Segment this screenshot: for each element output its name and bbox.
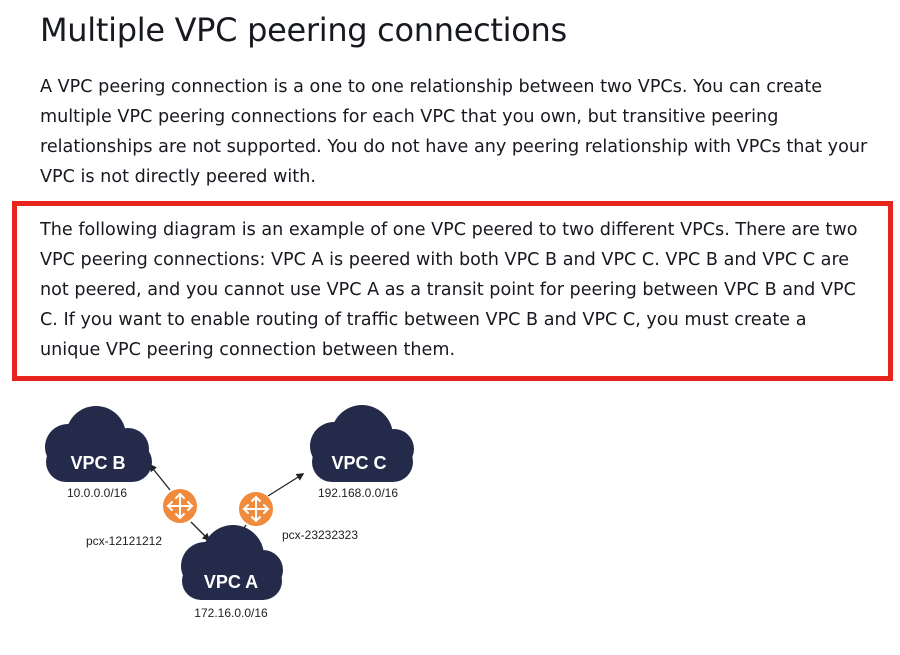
vpc-c-label: VPC C [331,453,387,473]
peering-ab-label: pcx-12121212 [85,534,163,548]
page-title: Multiple VPC peering connections [40,11,567,49]
vpc-b-cidr: 10.0.0.0/16 [66,486,128,500]
connector-c-to-router2 [268,474,303,496]
peering-ac-router-icon [239,492,273,526]
vpc-c-cidr: 192.168.0.0/16 [317,486,399,500]
highlighted-paragraph: The following diagram is an example of one VPC peered to two different VPCs. There are two VPC peering connections: VPC A is peered with both VPC B and VPC C. VPC B and VPC C are not peered, and you cannot use VPC A as a transit point for peering between VPC B and VPC C. If you want to enable routing of traffic between VPC B and VPC C, you must create a unique VPC peering connection between them. [40,220,858,360]
connector-b-to-router1 [150,465,170,490]
peering-ab-router-icon [163,489,197,523]
peering-ac-label: pcx-23232323 [281,528,359,542]
connector-router1-to-a [191,522,209,540]
vpc-a-label: VPC A [203,572,259,592]
vpc-peering-diagram [0,395,900,655]
intro-paragraph: A VPC peering connection is a one to one relationship between two VPCs. You can create multiple VPC peering connections for each VPC that you own, but transitive peering relationships are not supported. You do not have any peering relationship with VPCs that your VPC is not directly peered with. [40,77,868,187]
vpc-b-label: VPC B [70,453,126,473]
vpc-a-cidr: 172.16.0.0/16 [194,606,268,620]
